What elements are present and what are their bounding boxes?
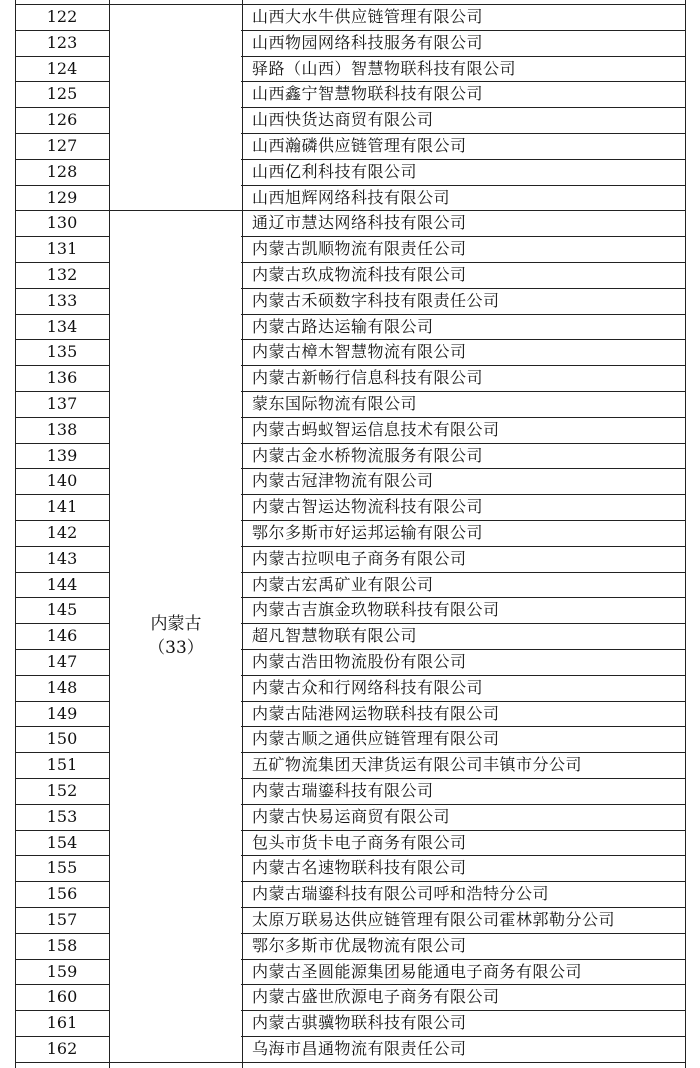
row-number: 144 [46,574,78,594]
row-number: 139 [46,445,78,465]
column-divider [242,0,243,1068]
company-name: 包头市货卡电子商务有限公司 [252,832,467,852]
company-name: 内蒙古玖成物流科技有限公司 [252,265,467,284]
row-number: 125 [46,84,78,104]
company-name: 驿路（山西）智慧物联科技有限公司 [252,58,517,78]
row-number: 128 [46,161,78,181]
company-name: 内蒙古圣圆能源集团易能通电子商务有限公司 [252,961,583,981]
region-name: 内蒙古 [150,614,202,635]
company-name: 内蒙古樟木智慧物流有限公司 [252,342,467,362]
row-number: 133 [46,290,78,310]
company-name: 鄂尔多斯市好运邦运输有限公司 [252,523,484,542]
region-label [110,612,242,660]
company-name: 山西旭辉网络科技有限公司 [252,187,451,207]
row-number: 127 [46,136,78,155]
company-name: 内蒙古盛世欣源电子商务有限公司 [252,987,500,1007]
region-count: （33） [148,638,204,659]
row-number: 154 [46,832,78,852]
row-number: 145 [46,600,78,620]
company-name: 内蒙古金水桥物流服务有限公司 [252,445,484,465]
company-name: 太原万联易达供应链管理有限公司霍林郭勒分公司 [252,910,616,929]
row-number: 129 [46,187,78,207]
company-name: 内蒙古浩田物流股份有限公司 [252,652,467,671]
row-number: 153 [46,806,78,826]
row-number: 148 [46,677,78,697]
company-name: 内蒙古凯顺物流有限责任公司 [252,239,467,259]
row-number: 140 [46,471,78,491]
row-number: 150 [46,729,78,749]
company-name: 内蒙古瑞鎏科技有限公司 [252,781,434,800]
column-divider [685,0,686,1068]
company-name: 内蒙古名速物联科技有限公司 [252,858,467,878]
row-number: 135 [46,342,78,362]
row-number: 123 [46,32,78,52]
row-number: 131 [46,239,78,259]
company-name: 通辽市慧达网络科技有限公司 [252,213,467,233]
row-number: 130 [46,213,78,233]
company-name: 内蒙古众和行网络科技有限公司 [252,677,484,697]
row-number: 132 [46,265,78,284]
company-name: 山西快货达商贸有限公司 [252,110,434,130]
company-name: 内蒙古吉旗金玖物联科技有限公司 [252,600,500,620]
row-number: 143 [46,548,78,568]
row-number: 155 [46,858,78,878]
column-divider [109,0,110,1068]
row-number: 151 [46,755,78,775]
company-name: 山西亿利科技有限公司 [252,161,418,181]
company-name: 内蒙古新畅行信息科技有限公司 [252,368,484,388]
region-cell-bg [110,5,241,210]
company-name: 内蒙古智运达物流科技有限公司 [252,497,484,517]
row-number: 158 [46,935,78,955]
row-number: 124 [46,58,78,78]
row-number: 156 [46,884,78,904]
row-number: 157 [46,910,78,929]
company-name: 内蒙古快易运商贸有限公司 [252,806,451,826]
company-name: 内蒙古骐骥物联科技有限公司 [252,1013,467,1033]
row-number: 160 [46,987,78,1007]
company-name: 内蒙古路达运输有限公司 [252,316,434,336]
row-number: 141 [46,497,78,517]
row-number: 142 [46,523,78,542]
row-number: 162 [46,1039,78,1058]
company-name: 山西物园网络科技服务有限公司 [252,32,484,52]
row-number: 134 [46,316,78,336]
company-name: 蒙东国际物流有限公司 [252,394,418,413]
row-number: 146 [46,626,78,646]
company-name: 内蒙古顺之通供应链管理有限公司 [252,729,500,749]
company-name: 山西大水牛供应链管理有限公司 [252,7,484,26]
row-number: 149 [46,703,78,723]
row-number: 159 [46,961,78,981]
company-name: 内蒙古瑞鎏科技有限公司呼和浩特分公司 [252,884,550,904]
row-number: 122 [46,7,78,26]
row-number: 136 [46,368,78,388]
row-number: 137 [46,394,78,413]
company-name: 山西鑫宁智慧物联科技有限公司 [252,84,484,104]
company-name: 五矿物流集团天津货运有限公司丰镇市分公司 [252,755,583,775]
row-number: 147 [46,652,78,671]
row-number: 126 [46,110,78,130]
row-number: 138 [46,419,78,439]
company-name: 乌海市昌通物流有限责任公司 [252,1039,467,1058]
company-name: 内蒙古蚂蚁智运信息技术有限公司 [252,419,500,439]
row-number: 152 [46,781,78,800]
company-name: 内蒙古禾硕数字科技有限责任公司 [252,290,500,310]
company-name: 内蒙古宏禹矿业有限公司 [252,574,434,594]
row-number: 161 [46,1013,78,1033]
company-name: 内蒙古冠津物流有限公司 [252,471,434,491]
company-name: 超凡智慧物联有限公司 [252,626,418,646]
company-name: 山西瀚磷供应链管理有限公司 [252,136,467,155]
company-name: 鄂尔多斯市优晟物流有限公司 [252,935,467,955]
company-name: 内蒙古陆港网运物联科技有限公司 [252,703,500,723]
company-name: 内蒙古拉呗电子商务有限公司 [252,548,467,568]
